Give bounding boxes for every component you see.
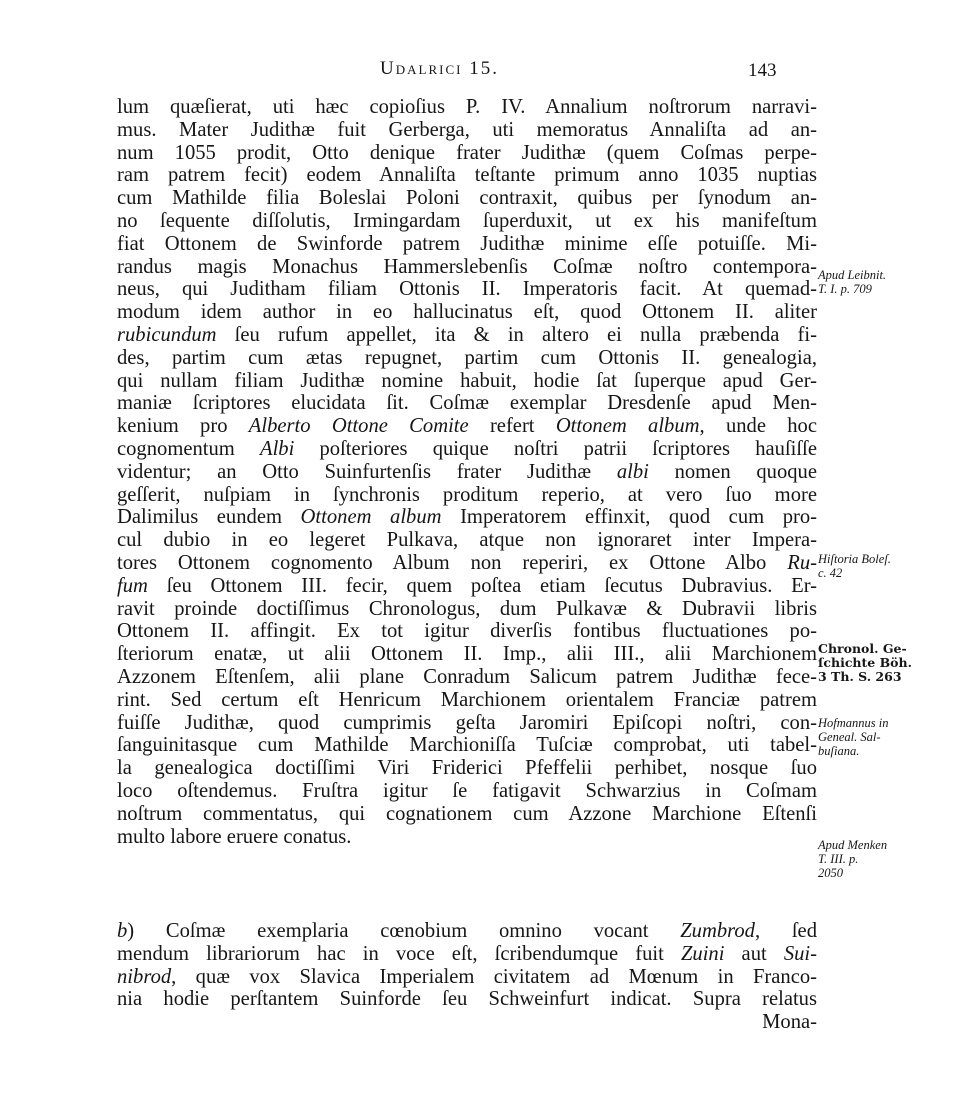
text-line — [117, 484, 817, 507]
text-line — [117, 1011, 817, 1034]
text-run: , unde hoc — [699, 415, 817, 438]
text-run: refert — [468, 415, 556, 438]
italic-text: Zumbrod — [680, 920, 755, 942]
text-line — [117, 826, 817, 849]
text-run: , quæ vox Slavica Imperialem civitatem ad Mœnum in Franco- — [171, 965, 817, 988]
text-run: mendum librariorum hac in voce eſt, ſcribendumque fuit — [117, 942, 681, 965]
text-run: maniæ ſcriptores elucidata ſit. Coſmæ exemplar Dresdenſe apud Men- — [117, 392, 817, 415]
text-line — [117, 347, 817, 370]
text-run: ſeu rufum appellet, ita & in altero ei nulla præbenda fi- — [216, 323, 817, 346]
text-run: Azzonem Eſtenſem, alii plane Conradum Salicum patrem Judithæ fece- — [117, 665, 817, 688]
text-run: neus, qui Juditham filiam Ottonis II. Imperatoris facit. At quemad- — [117, 278, 817, 301]
text-line — [117, 256, 817, 279]
text-line — [117, 506, 817, 529]
text-run: la genealogica doctiſſimi Viri Friderici Pfeffelii perhibet, nosque ſuo — [117, 757, 817, 780]
text-line — [117, 233, 817, 256]
margin-line: Chronol. Ge- — [818, 641, 907, 656]
text-line — [117, 757, 817, 780]
text-line — [117, 119, 817, 142]
text-line — [117, 324, 817, 347]
text-line — [117, 96, 817, 119]
text-line — [117, 712, 817, 735]
text-line — [117, 187, 817, 210]
text-run: Imperatorem effinxit, quod cum pro- — [441, 506, 817, 529]
text-run: fuiſſe Judithæ, quod cumprimis geſta Jaromiri Epiſcopi noſtri, con- — [117, 711, 817, 734]
text-run: cognomentum — [117, 437, 260, 460]
text-line — [117, 943, 817, 966]
text-line — [117, 278, 817, 301]
text-run: num 1055 prodit, Otto denique frater Judithæ (quem Coſmas perpe- — [117, 141, 817, 164]
text-line — [117, 575, 817, 598]
text-line — [117, 552, 817, 575]
footnote-b — [117, 920, 817, 1034]
italic-text: fum — [117, 574, 148, 597]
text-run: kenium pro — [117, 415, 249, 438]
text-run: ram patrem fecit) eodem Annaliſta teſtante primum anno 1035 nuptias — [117, 164, 817, 187]
text-run: lum quæſierat, uti hæc copioſius P. IV. Annalium noſtrorum narravi- — [117, 96, 817, 118]
text-run: ſteriorum enatæ, ut alii Ottonem II. Imp., alii III., alii Marchionem — [117, 643, 817, 666]
text-run: rint. Sed certum eſt Henricum Marchionem orientalem Franciæ patrem — [117, 688, 817, 711]
text-line — [117, 415, 817, 438]
text-line — [117, 920, 817, 943]
text-line — [117, 598, 817, 621]
text-run: ) Coſmæ exemplaria cœnobium omnino vocant — [127, 920, 681, 942]
text-run: cul dubio in eo legeret Pulkava, atque non ignoraret inter Impera- — [117, 529, 817, 552]
text-run: fiat Ottonem de Swinforde patrem Judithæ minime eſſe potuiſſe. Mi- — [117, 232, 817, 255]
italic-text: Sui- — [783, 942, 817, 965]
text-line — [117, 392, 817, 415]
text-line — [117, 142, 817, 165]
margin-line: 3 Th. S. 263 — [818, 669, 902, 684]
margin-line: Hofmannus in — [818, 716, 889, 730]
italic-text: Ottonem album — [300, 506, 442, 529]
margin-line: c. 42 — [818, 566, 843, 580]
margin-line: Apud Menken — [818, 838, 888, 852]
text-run: aut — [724, 942, 784, 965]
text-run: qui nullam filiam Judithæ nomine habuit, hodie ſat ſuperque apud Ger- — [117, 369, 817, 392]
text-line — [117, 780, 817, 803]
text-run: modum idem author in eo hallucinatus eſt, quod Ottonem II. aliter — [117, 301, 817, 324]
text-line — [117, 966, 817, 989]
text-run: ſanguinitasque cum Mathilde Marchioniſſa Tuſciæ comprobat, uti tabel- — [117, 734, 817, 757]
text-run: , ſed — [754, 920, 817, 942]
text-run: poſteriores quique noſtri patrii ſcriptores hauſiſſe — [294, 437, 817, 460]
italic-text: albi — [616, 460, 649, 483]
text-run: geſſerit, nuſpiam in ſynchronis proditum reperio, at vero ſuo more — [117, 483, 817, 506]
running-title: Udalrici 15. — [380, 58, 499, 79]
margin-line: Hiſtoria Boleſ. — [818, 552, 891, 566]
text-run: loco oſtendemus. Fruſtra igitur ſe fatigavit Schwarzius in Coſmam — [117, 779, 817, 802]
text-line — [117, 643, 817, 666]
margin-line: T. I. p. 709 — [818, 282, 872, 296]
margin-line: 2050 — [818, 866, 843, 880]
text-run: ſeu Ottonem III. fecir, quem poſtea etiam ſecutus Dubravius. Er- — [147, 574, 817, 597]
page-number: 143 — [748, 60, 777, 81]
text-line — [117, 734, 817, 757]
text-line — [117, 461, 817, 484]
text-line — [117, 988, 817, 1011]
text-run: no ſequente diſſolutis, Irmingardam ſuperduxit, ut ex his manifeſtum — [117, 209, 817, 232]
text-line — [117, 529, 817, 552]
text-run: Ottonem II. affingit. Ex tot igitur diverſis fontibus fluctuationes po- — [117, 620, 817, 643]
text-run: mus. Mater Judithæ fuit Gerberga, uti memoratus Annaliſta ad an- — [117, 118, 817, 141]
italic-text: Ru- — [787, 551, 817, 574]
text-line — [117, 689, 817, 712]
text-run: noſtrum commentatus, qui cognationem cum Azzone Marchione Eſtenſi — [117, 802, 817, 825]
margin-line: buſiana. — [818, 744, 860, 758]
marginal-note-leibnitz — [818, 268, 953, 296]
text-line — [117, 666, 817, 689]
text-run: Mona- — [762, 1011, 817, 1034]
text-run: tores Ottonem cognomento Album non reperiri, ex Ottone Albo — [117, 551, 788, 574]
italic-text: rubicundum — [117, 323, 217, 346]
margin-line: ſchichte Böh. — [818, 655, 912, 670]
marginal-note-chronol-geschichte — [818, 642, 953, 684]
text-line — [117, 803, 817, 826]
italic-text: Ottonem album — [555, 415, 700, 438]
main-text — [117, 96, 817, 848]
text-run: Dalimilus eundem — [117, 506, 301, 529]
text-run: videntur; an Otto Suinfurtenſis frater Judithæ — [117, 460, 617, 483]
text-run: ravit proinde doctiſſimus Chronologus, dum Pulkavæ & Dubravii libris — [117, 597, 817, 620]
margin-line: T. III. p. — [818, 852, 859, 866]
italic-text: Albi — [259, 437, 295, 460]
text-line — [117, 164, 817, 187]
text-line — [117, 438, 817, 461]
text-run: nia hodie perſtantem Suinforde ſeu Schweinfurt indicat. Supra relatus — [117, 988, 817, 1011]
text-line — [117, 301, 817, 324]
text-line — [117, 210, 817, 233]
margin-line: Geneal. Sal- — [818, 730, 881, 744]
text-line — [117, 370, 817, 393]
marginal-note-menken — [818, 838, 953, 880]
italic-text: b — [117, 920, 128, 942]
text-run: randus magis Monachus Hammerslebenſis Coſmæ noſtro contempora- — [117, 255, 817, 278]
text-line — [117, 620, 817, 643]
italic-text: nibrod — [117, 965, 172, 988]
marginal-note-hofmannus — [818, 716, 953, 758]
text-run: des, partim cum ætas repugnet, partim cum Ottonis II. genealogia, — [117, 346, 817, 369]
italic-text: Alberto Ottone Comite — [248, 415, 469, 438]
italic-text: Zuini — [680, 942, 725, 965]
text-run: cum Mathilde filia Boleslai Poloni contraxit, quibus per ſynodum an- — [117, 187, 817, 210]
margin-line: Apud Leibnit. — [818, 268, 887, 282]
text-run: multo labore eruere conatus. — [117, 825, 352, 848]
text-run: nomen quoque — [648, 460, 817, 483]
marginal-note-historia-boles — [818, 552, 953, 580]
